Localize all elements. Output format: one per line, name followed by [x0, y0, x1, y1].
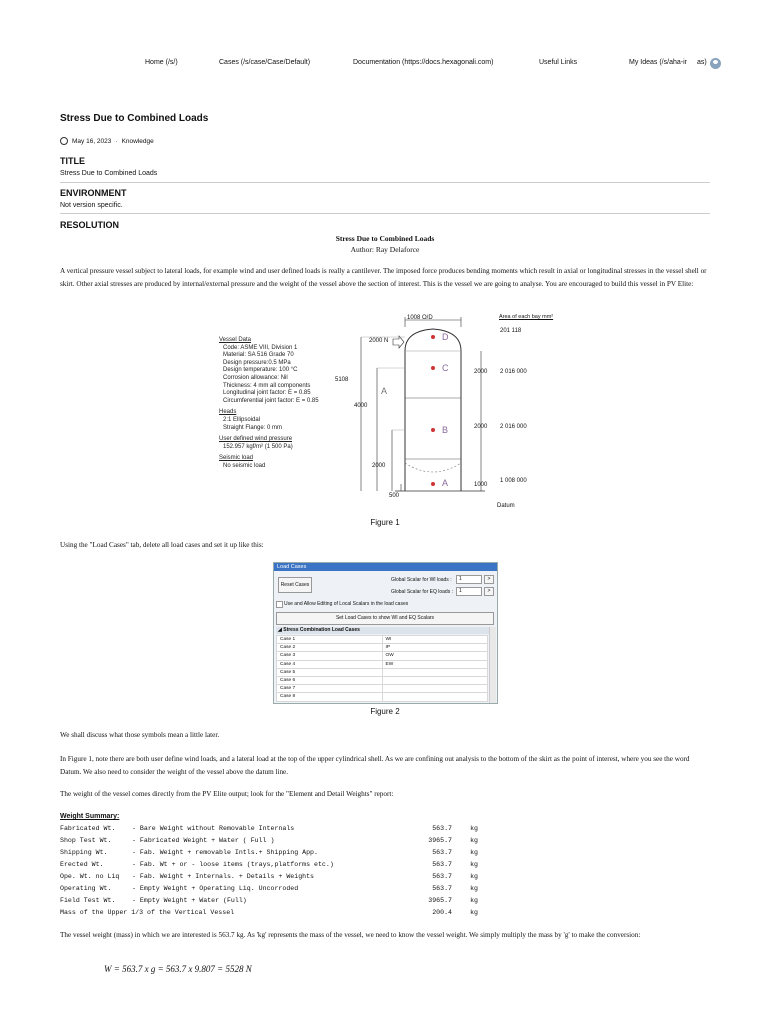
table-row[interactable] — [277, 693, 488, 701]
force-arrow-icon — [393, 336, 404, 348]
load-cases-group-header — [276, 627, 496, 634]
local-scalars-checkbox[interactable] — [276, 601, 283, 608]
weight-value: 563.7 — [432, 849, 452, 856]
load-cases-table — [276, 635, 488, 702]
case-value-cell — [382, 676, 487, 684]
weight-unit: kg — [470, 849, 478, 856]
dim-4000: 4000 — [354, 403, 368, 409]
area-top: 201 118 — [500, 328, 522, 334]
area-bay-3: 1 008 000 — [500, 478, 527, 484]
spec-line: User defined wind pressure — [219, 436, 293, 443]
weight-name: Field Test Wt. — [60, 897, 116, 904]
table-row[interactable] — [277, 668, 488, 676]
point-a-marker — [431, 482, 435, 486]
point-d-label: D — [442, 332, 449, 342]
collapse-icon[interactable]: ◢ — [278, 627, 284, 633]
wl-scalar-label: Global Scalar for Wl loads : — [391, 577, 452, 583]
case-value-cell: IP — [382, 644, 487, 652]
section-environment-heading: ENVIRONMENT — [60, 188, 127, 198]
weight-unit: kg — [470, 837, 478, 844]
weight-unit: kg — [470, 897, 478, 904]
case-name-cell: Case 3 — [277, 652, 383, 660]
figure-1-caption: Figure 1 — [370, 518, 400, 527]
weight-unit: kg — [470, 909, 478, 916]
weight-value: 563.7 — [432, 825, 452, 832]
section-resolution-heading: RESOLUTION — [60, 220, 120, 230]
weight-row — [60, 847, 478, 859]
table-row[interactable] — [277, 660, 488, 668]
spec-line: Code: ASME VIII, Division 1 — [223, 344, 298, 351]
weight-row — [60, 823, 478, 835]
force-label: 2000 N — [369, 338, 389, 344]
weight-summary-heading: Weight Summary: — [60, 813, 120, 820]
weight-row — [60, 907, 478, 919]
section-title-value: Stress Due to Combined Loads — [60, 170, 158, 177]
group-label: Stress Combination Load Cases — [283, 627, 360, 633]
eq-scalar-input[interactable]: 1 — [456, 587, 482, 596]
case-value-cell — [382, 693, 487, 701]
dim-500: 500 — [389, 493, 400, 499]
case-name-cell: Case 4 — [277, 660, 383, 668]
weight-description: - Empty Weight + Water (Full) — [132, 897, 247, 904]
nav-cases[interactable]: Cases (/s/case/Case/Default) — [219, 59, 311, 66]
spec-line: Vessel Data — [219, 337, 252, 343]
case-name-cell: Case 7 — [277, 685, 383, 693]
page-title: Stress Due to Combined Loads — [60, 113, 209, 124]
spec-line: 152.957 kgf/m² (1 500 Pa) — [223, 443, 293, 450]
weight-description: - Fab. Wt + or - loose items (trays,platforms etc.) — [132, 861, 334, 868]
weight-description: - Fabricated Weight + Water ( Full ) — [132, 837, 275, 844]
weight-equation: W = 563.7 x g = 563.7 x 9.807 = 5528 N — [104, 964, 252, 974]
paragraph-symbols: We shall discuss what those symbols mean a little later. — [60, 731, 220, 739]
weight-summary — [60, 811, 478, 919]
area-bay-2: 2 016 000 — [500, 424, 527, 430]
weight-row — [60, 859, 478, 871]
divider — [60, 182, 710, 183]
spec-line: Material: SA 516 Grade 70 — [223, 352, 294, 359]
point-c-label: C — [442, 363, 449, 373]
top-nav — [0, 59, 768, 73]
local-scalars-label: Use and Allow Editing of Local Scalars in the load cases — [284, 601, 409, 607]
area-bay-1: 2 016 000 — [500, 369, 527, 375]
paragraph-load-cases: Using the "Load Cases" tab, delete all load cases and set it up like this: — [60, 541, 264, 549]
paragraph-vessel-weight: The vessel weight (mass) in which we are interested is 563.7 kg. As 'kg' represents the mass of the vessel, we need to know the vessel weight. We simply multiply the mass by 'g' to make the conversion: — [60, 931, 641, 939]
area-label: Area of each bay mm² — [499, 314, 554, 320]
weight-unit: kg — [470, 825, 478, 832]
point-a-label: A — [442, 478, 449, 488]
table-row[interactable] — [277, 676, 488, 684]
table-row[interactable] — [277, 644, 488, 652]
case-value-cell: OW — [382, 652, 487, 660]
figure-2-load-cases-dialog — [273, 562, 498, 704]
spec-line: Design temperature: 100 °C — [223, 367, 298, 374]
weight-value: 3965.7 — [428, 837, 452, 844]
dim-2000: 2000 — [372, 463, 386, 469]
spec-line: Circumferential joint factor: E = 0.85 — [223, 397, 319, 404]
case-value-cell: EW — [382, 660, 487, 668]
weight-name: Mass of the Upper 1/3 of the Vertical Vessel — [60, 909, 235, 916]
case-name-cell: Case 8 — [277, 693, 383, 701]
resolution-author: Author: Ray Delaforce — [350, 245, 420, 254]
weight-unit: kg — [470, 885, 478, 892]
weight-unit: kg — [470, 873, 478, 880]
figure-2-caption: Figure 2 — [370, 707, 400, 716]
nav-my-ideas-suffix[interactable]: as) — [697, 59, 707, 66]
spec-line: Heads — [219, 409, 237, 416]
paragraph-weight-source: The weight of the vessel comes directly from the PV Elite output; look for the "Element and Detail Weights" report: — [60, 790, 394, 798]
section-title-heading: TITLE — [60, 156, 85, 166]
spec-line: No seismic load — [223, 462, 266, 469]
bay-3-length: 1000 — [474, 482, 488, 488]
weight-row — [60, 895, 478, 907]
weight-unit: kg — [470, 861, 478, 868]
case-name-cell: Case 6 — [277, 676, 383, 684]
nav-my-ideas[interactable]: My Ideas (/s/aha-ir — [629, 59, 687, 66]
od-label: 1008 O/D — [407, 315, 433, 321]
article-meta — [60, 137, 154, 145]
point-b-label: B — [442, 425, 449, 435]
nav-useful-links[interactable]: Useful Links — [539, 59, 578, 66]
weight-name: Erected Wt. — [60, 861, 104, 868]
case-value-cell — [382, 685, 487, 693]
figure-1-vessel-diagram — [215, 313, 565, 513]
weight-name: Ope. Wt. no Liq — [60, 873, 120, 880]
weight-value: 563.7 — [432, 885, 452, 892]
spec-line: Design pressure:0.5 MPa — [223, 359, 291, 366]
weight-row — [60, 871, 478, 883]
paragraph-figure-1-notes: In Figure 1, note there are both user define wind loads, and a lateral load at the top of the upper cylindrical shell. As we are confining out analysis to the bottom of the skirt as the point of interest, where you see the word Datum. We also need to consider the weight of the vessel above the datum line. — [60, 755, 690, 776]
spec-line: Corrosion allowance: Nil — [223, 374, 288, 381]
wl-scalar-input[interactable]: 1 — [456, 575, 482, 584]
paragraph-intro: A vertical pressure vessel subject to lateral loads, for example wind and user defined loads is really a cantilever. The imposed force produces bending moments which result in axial or longitudinal stresses in the vessel shell or skirt. Other axial stresses are produced by internal/external pressure and the weight of the vessel above the section of interest. This is the vessel we are going to analyse. You are encouraged to build this vessel in PV Elite: — [60, 267, 707, 288]
weight-value: 563.7 — [432, 861, 452, 868]
table-row[interactable] — [277, 636, 488, 644]
case-name-cell: Case 5 — [277, 668, 383, 676]
weight-description: - Empty Weight + Operating Liq. Uncorroded — [132, 885, 299, 892]
weight-value: 3965.7 — [428, 897, 452, 904]
divider — [60, 213, 710, 214]
section-a-label: A — [381, 386, 388, 396]
weight-name: Fabricated Wt. — [60, 825, 116, 832]
weight-row — [60, 883, 478, 895]
table-row[interactable] — [277, 652, 488, 660]
weight-name: Shipping Wt. — [60, 849, 108, 856]
set-load-cases-button[interactable]: Set Load Cases to show WI and EQ Scalars — [276, 612, 494, 625]
spec-line: Longitudinal joint factor: E = 0.85 — [223, 390, 311, 397]
section-environment-value: Not version specific. — [60, 202, 123, 209]
eq-scalar-apply-button[interactable]: > — [484, 587, 494, 596]
weight-name: Operating Wt. — [60, 885, 112, 892]
weight-name: Shop Test Wt. — [60, 837, 112, 844]
user-avatar-icon[interactable] — [710, 58, 721, 69]
bay-1-length: 2000 — [474, 369, 488, 375]
table-row[interactable] — [277, 685, 488, 693]
case-name-cell: Case 1 — [277, 636, 383, 644]
reset-cases-button[interactable]: Reset Cases — [278, 577, 312, 593]
meta-separator: · — [115, 137, 118, 145]
datum-label: Datum — [497, 503, 515, 509]
dim-5108: 5108 — [335, 377, 349, 383]
eq-scalar-label: Global Scalar for EQ loads : — [391, 589, 453, 595]
dialog-title-bar: Load Cases — [274, 563, 497, 571]
spec-line: Straight Flange: 0 mm — [223, 424, 283, 431]
article-category[interactable]: Knowledge — [121, 137, 154, 145]
weight-row — [60, 835, 478, 847]
point-c-marker — [431, 366, 435, 370]
spec-line: 2:1 Ellipsoidal — [223, 416, 261, 423]
weight-description: - Fab. Weight + removable Intls.+ Shipping App. — [132, 849, 318, 856]
case-name-cell: Case 2 — [277, 644, 383, 652]
resolution-heading: Stress Due to Combined Loads — [335, 234, 435, 243]
weight-value: 563.7 — [432, 873, 452, 880]
point-b-marker — [431, 428, 435, 432]
article-date: May 16, 2023 — [72, 137, 112, 145]
nav-home[interactable]: Home (/s/) — [145, 59, 178, 66]
point-d-marker — [431, 335, 435, 339]
nav-documentation[interactable]: Documentation (https://docs.hexagonali.com) — [353, 59, 494, 66]
case-value-cell: WI — [382, 636, 487, 644]
clock-icon — [60, 137, 68, 145]
bay-2-length: 2000 — [474, 424, 488, 430]
weight-value: 200.4 — [432, 909, 452, 916]
weight-description: - Fab. Weight + Internals. + Details + Weights — [132, 873, 315, 880]
weight-description: - Bare Weight without Removable Internals — [132, 825, 295, 832]
spec-line: Thickness: 4 mm all components — [223, 382, 311, 389]
case-value-cell — [382, 668, 487, 676]
dialog-scrollbar[interactable] — [489, 627, 496, 703]
spec-line: Seismic load — [219, 455, 254, 462]
wl-scalar-apply-button[interactable]: > — [484, 575, 494, 584]
